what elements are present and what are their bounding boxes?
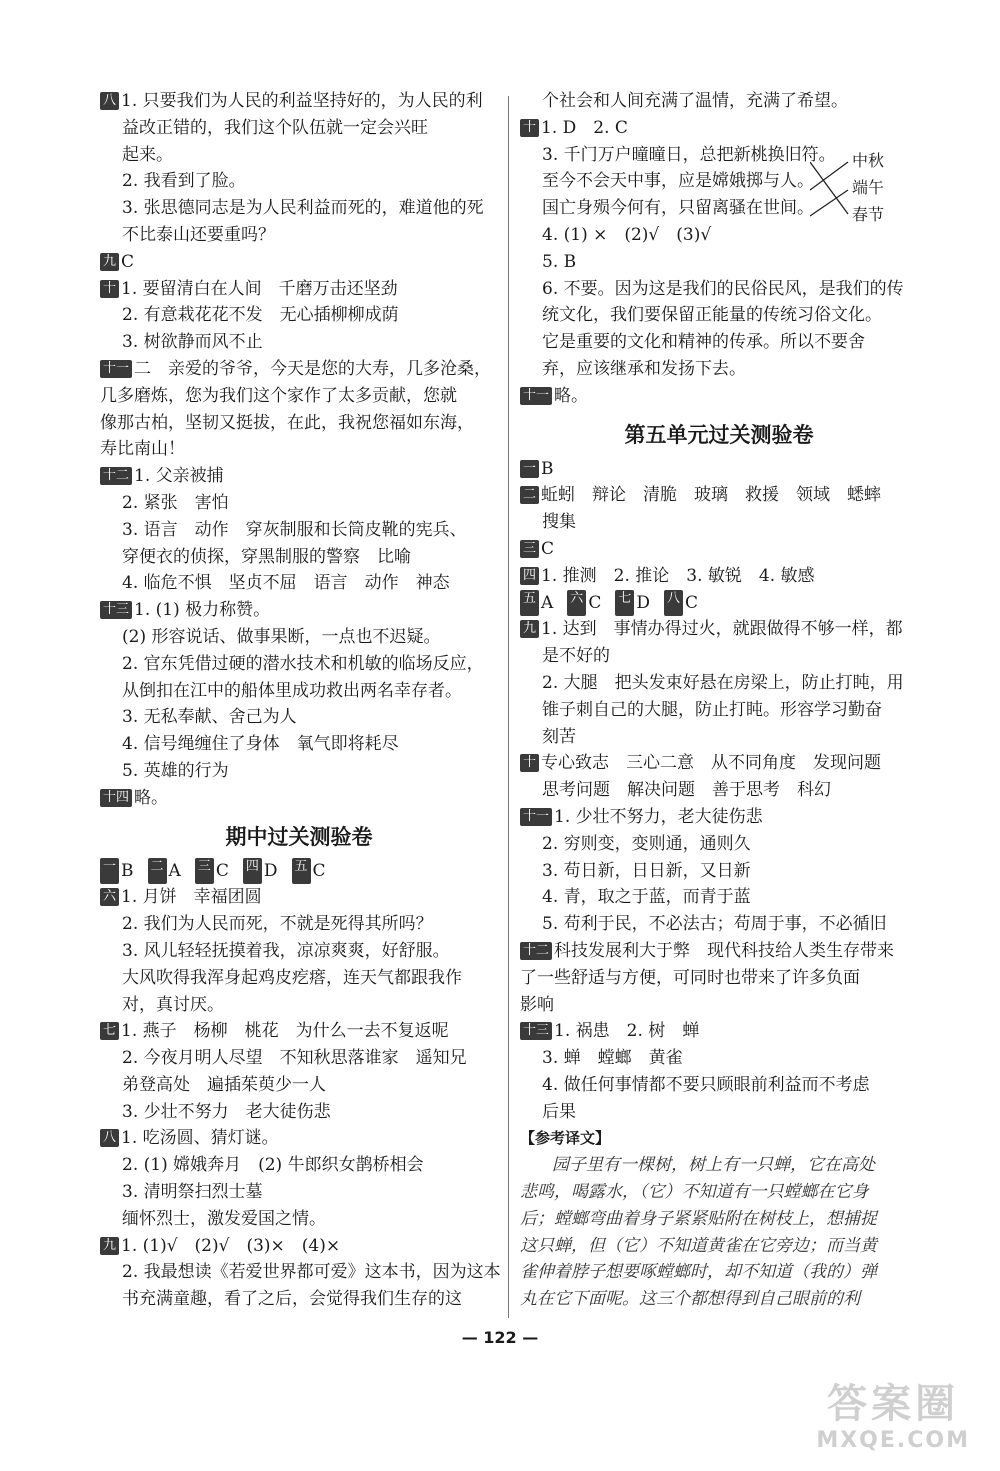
matching-line bbox=[810, 162, 848, 214]
watermark-url: MXQE.COM bbox=[816, 1428, 970, 1453]
answer-line bbox=[100, 356, 498, 383]
answer-text: 了一些舒适与方便，可同时也带来了许多负面 bbox=[520, 967, 860, 988]
answer-text: 几多磨炼，您为我们这个家作了太多贡献，您就 bbox=[100, 385, 457, 406]
question-number-badge: 八 bbox=[100, 1129, 119, 1147]
answer-line bbox=[520, 509, 918, 536]
answer-text: 1. 吃汤圆、猜灯谜。 bbox=[121, 1128, 279, 1149]
answer-line bbox=[520, 750, 918, 777]
answer-text: 3. 风儿轻轻抚摸着我，凉凉爽爽，好舒服。 bbox=[122, 940, 450, 961]
answer-line bbox=[100, 463, 498, 490]
answer-line bbox=[100, 704, 498, 731]
answer-line bbox=[100, 1286, 498, 1313]
answer-line bbox=[100, 597, 498, 624]
answer-line bbox=[100, 142, 498, 169]
answer-text: 1. D 2. C bbox=[541, 117, 628, 138]
left-column bbox=[100, 88, 501, 1313]
question-number-badge: 十一 bbox=[520, 808, 552, 826]
answer-text: B bbox=[121, 860, 134, 881]
question-number-badge: 二 bbox=[520, 486, 539, 504]
answer-text: 不比泰山还要重吗？ bbox=[122, 224, 275, 245]
question-number-badge: 十二 bbox=[520, 942, 552, 960]
answer-text: 像那古柏，坚韧又挺拔，在此，我祝您福如东海， bbox=[100, 412, 474, 433]
answer-line bbox=[520, 1072, 918, 1099]
answer-line bbox=[100, 911, 498, 938]
matching-line bbox=[810, 162, 848, 190]
answer-line bbox=[100, 731, 498, 758]
answer-text: 2. 今夜月明人尽望 不知秋思落谁家 遥知兄 bbox=[122, 1048, 467, 1069]
answer-line bbox=[100, 992, 498, 1019]
section-title-midterm: 期中过关测验卷 bbox=[225, 824, 373, 849]
answer-text: 穿便衣的侦探，穿黑制服的警察 比喻 bbox=[122, 546, 411, 567]
question-number-badge: 十一 bbox=[100, 360, 132, 378]
question-number-badge: 八 bbox=[664, 590, 683, 617]
answer-line bbox=[100, 195, 498, 222]
question-number-badge: 七 bbox=[615, 590, 634, 617]
answer-line bbox=[520, 590, 918, 617]
right-column bbox=[520, 88, 918, 1313]
answer-text: 影响 bbox=[520, 994, 554, 1015]
answer-text: 3. 无私奉献、舍己为人 bbox=[122, 707, 297, 728]
answer-line bbox=[100, 651, 498, 678]
answer-text: 2. 我最想读《若爱世界都可爱》这本书，因为这本 bbox=[122, 1262, 501, 1283]
question-number-badge: 十三 bbox=[100, 601, 132, 619]
answer-text: 它是重要的文化和精神的传承。所以不要舍 bbox=[542, 332, 865, 353]
question-number-badge: 八 bbox=[100, 92, 119, 110]
answer-line bbox=[520, 992, 918, 1019]
question-number-badge: 四 bbox=[520, 567, 539, 585]
answer-text: 思考问题 解决问题 善于思考 科幻 bbox=[542, 780, 831, 801]
answer-text: 3. 树欲静而风不止 bbox=[122, 332, 263, 353]
answer-text: 蚯蚓 辩论 清脆 玻璃 救援 领域 蟋蟀 bbox=[541, 485, 882, 506]
answer-line bbox=[100, 678, 498, 705]
answer-line bbox=[520, 356, 918, 383]
answer-line bbox=[520, 911, 918, 938]
answer-line bbox=[520, 1018, 918, 1045]
answer-text: 3. 蝉 螳螂 黄雀 bbox=[542, 1048, 683, 1069]
answer-text: 2. 紧张 害怕 bbox=[122, 492, 229, 513]
answer-line bbox=[100, 517, 498, 544]
answer-text: 5. B bbox=[542, 251, 577, 272]
answer-text: D bbox=[636, 592, 650, 613]
answer-line bbox=[100, 1259, 501, 1286]
answer-line bbox=[100, 1099, 498, 1126]
answer-line bbox=[100, 222, 498, 249]
matching-festival: 端午 bbox=[852, 178, 885, 197]
answer-line bbox=[100, 544, 498, 571]
matching-festival: 中秋 bbox=[852, 151, 885, 170]
reference-translation-label: 【参考译文】 bbox=[520, 1129, 611, 1148]
answer-text: 4. 信号绳缠住了身体 氧气即将耗尽 bbox=[122, 734, 399, 755]
answer-line bbox=[100, 383, 498, 410]
question-number-badge: 十一 bbox=[520, 387, 552, 405]
answer-line bbox=[100, 1152, 498, 1179]
matching-lines bbox=[810, 154, 850, 224]
answer-text: 2. 穷则变，变则通，通则久 bbox=[542, 833, 751, 854]
answer-line bbox=[520, 724, 918, 751]
answer-line bbox=[100, 1233, 498, 1260]
answer-line bbox=[100, 490, 498, 517]
answer-text: 2. (1) 嫦娥奔月 (2) 牛郎织女鹊桥相会 bbox=[122, 1155, 424, 1176]
answer-text: 2. 官东凭借过硬的潜水技术和机敏的临场反应， bbox=[122, 653, 484, 674]
answer-text: C bbox=[541, 538, 555, 559]
answer-line bbox=[100, 858, 498, 885]
answer-text: 1. 少壮不努力，老大徒伤悲 bbox=[554, 806, 763, 827]
question-number-badge: 十 bbox=[520, 754, 539, 772]
answer-line bbox=[100, 1179, 498, 1206]
answer-text: (2) 形容说话、做事果断，一点也不迟疑。 bbox=[122, 626, 441, 647]
answer-line bbox=[100, 1018, 498, 1045]
answer-text: C bbox=[588, 592, 602, 613]
answer-text: 国亡身殒今何有，只留离骚在世间。 bbox=[542, 198, 814, 219]
question-number-badge: 九 bbox=[100, 253, 119, 271]
answer-line bbox=[520, 938, 918, 965]
answer-line bbox=[100, 115, 498, 142]
translation-line: 园子里有一棵树，树上有一只蝉，它在高处 bbox=[552, 1155, 875, 1176]
question-number-badge: 十三 bbox=[520, 1022, 552, 1040]
answer-text: 1. (1) 极力称赞。 bbox=[134, 600, 271, 621]
answer-line bbox=[520, 456, 918, 483]
answer-line bbox=[100, 1072, 498, 1099]
question-number-badge: 二 bbox=[148, 858, 167, 885]
answer-text: 5. 英雄的行为 bbox=[122, 760, 229, 781]
translation-line: 后；螳螂弯曲着身子紧紧贴附在树枝上，想捕捉 bbox=[520, 1208, 877, 1229]
answer-text: 刻苦 bbox=[542, 726, 576, 747]
answer-line bbox=[520, 536, 918, 563]
question-number-badge: 一 bbox=[520, 460, 539, 478]
answer-line bbox=[520, 302, 918, 329]
answer-text: A bbox=[168, 860, 181, 881]
answer-text: 1. 月饼 幸福团圆 bbox=[121, 887, 262, 908]
answer-text: 3. 张思德同志是为人民利益而死的，难道他的死 bbox=[122, 198, 484, 219]
answer-text: 缅怀烈士，激发爱国之情。 bbox=[122, 1208, 326, 1229]
answer-line bbox=[520, 831, 918, 858]
answer-line bbox=[520, 804, 918, 831]
answer-line bbox=[520, 1099, 918, 1126]
question-number-badge: 四 bbox=[243, 858, 262, 885]
answer-text: 3. 少壮不努力 老大徒伤悲 bbox=[122, 1101, 331, 1122]
answer-text: 2. 我看到了脸。 bbox=[122, 171, 246, 192]
answer-text: 1. 只要我们为人民的利益坚持好的，为人民的利 bbox=[121, 91, 483, 111]
answer-text: 3. 苟日新，日日新，又日新 bbox=[542, 860, 751, 881]
answer-text: 寿比南山！ bbox=[100, 439, 185, 460]
question-number-badge: 六 bbox=[567, 590, 586, 617]
question-number-badge: 三 bbox=[520, 540, 539, 558]
answer-text: 4. 做任何事情都不要只顾眼前利益而不考虑 bbox=[542, 1074, 870, 1095]
translation-line: 悲鸣，喝露水，（它）不知道有一只螳螂在它身 bbox=[520, 1182, 869, 1203]
answer-text: 1. 父亲被捕 bbox=[134, 466, 224, 487]
question-number-badge: 十 bbox=[520, 119, 539, 137]
answer-text: 从倒扣在江中的船体里成功救出两名幸存者。 bbox=[122, 680, 462, 701]
answer-text: 1. (1)√ (2)√ (3)× (4)× bbox=[121, 1235, 341, 1256]
answer-line bbox=[100, 1206, 498, 1233]
answer-line bbox=[100, 1045, 498, 1072]
answer-line bbox=[520, 858, 918, 885]
answer-line bbox=[520, 276, 918, 303]
answer-line bbox=[100, 938, 498, 965]
translation-line: 丸在它下面呢。这三个都想得到自己眼前的利 bbox=[520, 1289, 860, 1310]
answer-line bbox=[520, 965, 918, 992]
answer-text: 3. 清明祭扫烈士墓 bbox=[122, 1182, 263, 1203]
answer-line bbox=[100, 570, 498, 597]
watermark-title: 答案圈 bbox=[827, 1381, 960, 1427]
question-number-badge: 五 bbox=[520, 590, 539, 617]
page-number: — 122 — bbox=[461, 1328, 539, 1347]
answer-text: 二 亲爱的爷爷，今天是您的大寿，几多沧桑， bbox=[134, 358, 492, 379]
answer-line bbox=[100, 884, 498, 911]
answer-text: A bbox=[541, 592, 554, 613]
answer-text: 略。 bbox=[554, 385, 589, 406]
answer-text: 个社会和人间充满了温情，充满了希望。 bbox=[542, 91, 848, 111]
matching-festival: 春节 bbox=[852, 205, 885, 224]
answer-text: 1. 达到 事情办得过火，就跟做得不够一样，都 bbox=[541, 619, 903, 640]
answer-text: 1. 燕子 杨柳 桃花 为什么一去不复返呢 bbox=[121, 1021, 449, 1042]
answer-line bbox=[520, 670, 918, 697]
answer-text: 2. 我们为人民而死，不就是死得其所吗？ bbox=[122, 914, 433, 935]
question-number-badge: 九 bbox=[520, 620, 539, 638]
answer-line bbox=[100, 436, 498, 463]
answer-text: 3. 语言 动作 穿灰制服和长筒皮靴的宪兵、 bbox=[122, 519, 467, 540]
answer-text: 书充满童趣，看了之后，会觉得我们生存的这 bbox=[122, 1289, 462, 1310]
answer-text: 1. 要留清白在人间 千磨万击还坚劲 bbox=[121, 278, 398, 299]
matching-line bbox=[810, 190, 848, 216]
answer-line bbox=[520, 88, 918, 115]
answer-text: 1. 祸患 2. 树 蝉 bbox=[554, 1021, 700, 1042]
answer-text: 2. 有意栽花花不发 无心插柳柳成荫 bbox=[122, 305, 399, 326]
answer-line bbox=[520, 616, 918, 643]
answer-text: 弟登高处 遍插茱萸少一人 bbox=[122, 1074, 326, 1095]
answer-text: 对，真讨厌。 bbox=[122, 994, 224, 1015]
question-number-badge: 七 bbox=[100, 1022, 119, 1040]
answer-line bbox=[520, 643, 918, 670]
watermark-logo bbox=[816, 1380, 970, 1453]
answer-line bbox=[520, 115, 918, 142]
answer-text: 益改正错的，我们这个队伍就一定会兴旺 bbox=[122, 117, 428, 138]
answer-text: 3. 千门万户曈曈日，总把新桃换旧符。 bbox=[542, 144, 836, 165]
answer-text: 4. 临危不惧 坚贞不屈 语言 动作 神态 bbox=[122, 573, 450, 594]
answer-text: C bbox=[215, 860, 229, 881]
question-number-badge: 六 bbox=[100, 888, 119, 906]
answer-line bbox=[100, 329, 498, 356]
answer-line bbox=[100, 624, 498, 651]
answer-text: 至今不会天中事，应是嫦娥掷与人。 bbox=[542, 171, 814, 192]
answer-text: 4. 青，取之于蓝，而青于蓝 bbox=[542, 887, 751, 908]
answer-line bbox=[100, 249, 498, 276]
question-number-badge: 十二 bbox=[100, 467, 132, 485]
answer-text: D bbox=[263, 860, 278, 881]
answer-line bbox=[520, 884, 918, 911]
answer-text: 统文化，我们要保留正能量的传统习俗文化。 bbox=[542, 305, 882, 326]
answer-line bbox=[520, 1045, 918, 1072]
answer-line bbox=[100, 302, 498, 329]
answer-line bbox=[100, 276, 498, 303]
column-divider bbox=[508, 96, 509, 1318]
answer-text: B bbox=[541, 458, 554, 479]
answer-line bbox=[520, 697, 918, 724]
question-number-badge: 三 bbox=[195, 858, 214, 885]
answer-line bbox=[100, 410, 498, 437]
answer-text: 科技发展利大于弊 现代科技给人类生存带来 bbox=[554, 940, 895, 961]
answer-text: 6. 不要。因为这是我们的民俗民风，是我们的传 bbox=[542, 278, 904, 299]
answer-line bbox=[100, 785, 498, 812]
answer-text: 起来。 bbox=[122, 144, 173, 165]
answer-text: 搜集 bbox=[542, 512, 576, 533]
answer-text: 5. 苟利于民，不必法古；苟周于事，不必循旧 bbox=[542, 914, 887, 935]
translation-line: 这只蝉，但（它）不知道黄雀在它旁边；而当黄 bbox=[520, 1235, 877, 1256]
answer-text: 弃，应该继承和发扬下去。 bbox=[542, 358, 746, 379]
question-number-badge: 一 bbox=[100, 858, 119, 885]
answer-text: C bbox=[685, 592, 699, 613]
answer-line bbox=[520, 329, 918, 356]
answer-text: 专心致志 三心二意 从不同角度 发现问题 bbox=[541, 753, 882, 774]
answer-text: 锥子刺自己的大腿，防止打盹。形容学习勤奋 bbox=[542, 699, 882, 720]
answer-line bbox=[100, 965, 498, 992]
answer-line bbox=[520, 482, 918, 509]
question-number-badge: 九 bbox=[100, 1237, 119, 1255]
answer-line bbox=[520, 563, 918, 590]
answer-line bbox=[100, 1125, 498, 1152]
section-title-unit5: 第五单元过关测验卷 bbox=[624, 422, 814, 447]
answer-text: 略。 bbox=[134, 787, 169, 808]
answer-text: C bbox=[121, 251, 135, 272]
answer-text: 大风吹得我浑身起鸡皮疙瘩，连天气都跟我作 bbox=[122, 967, 462, 988]
answer-line bbox=[100, 88, 498, 115]
answer-line bbox=[100, 758, 498, 785]
answer-line bbox=[520, 777, 918, 804]
question-number-badge: 十 bbox=[100, 280, 119, 298]
answer-text: 后果 bbox=[542, 1101, 576, 1122]
question-number-badge: 五 bbox=[292, 858, 311, 885]
answer-line bbox=[520, 383, 918, 410]
question-number-badge: 十四 bbox=[100, 789, 132, 807]
answer-text: 4. (1) × (2)√ (3)√ bbox=[542, 224, 712, 245]
answer-text: 是不好的 bbox=[542, 646, 610, 667]
answer-line bbox=[520, 249, 918, 276]
answer-text: 1. 推测 2. 推论 3. 敏锐 4. 敏感 bbox=[541, 565, 815, 586]
answer-text: C bbox=[312, 860, 326, 881]
translation-line: 雀伸着脖子想要啄螳螂时，却不知道（我的）弹 bbox=[520, 1262, 877, 1283]
answer-line bbox=[100, 168, 498, 195]
answer-text: 2. 大腿 把头发束好悬在房梁上，防止打盹，用 bbox=[542, 672, 904, 693]
